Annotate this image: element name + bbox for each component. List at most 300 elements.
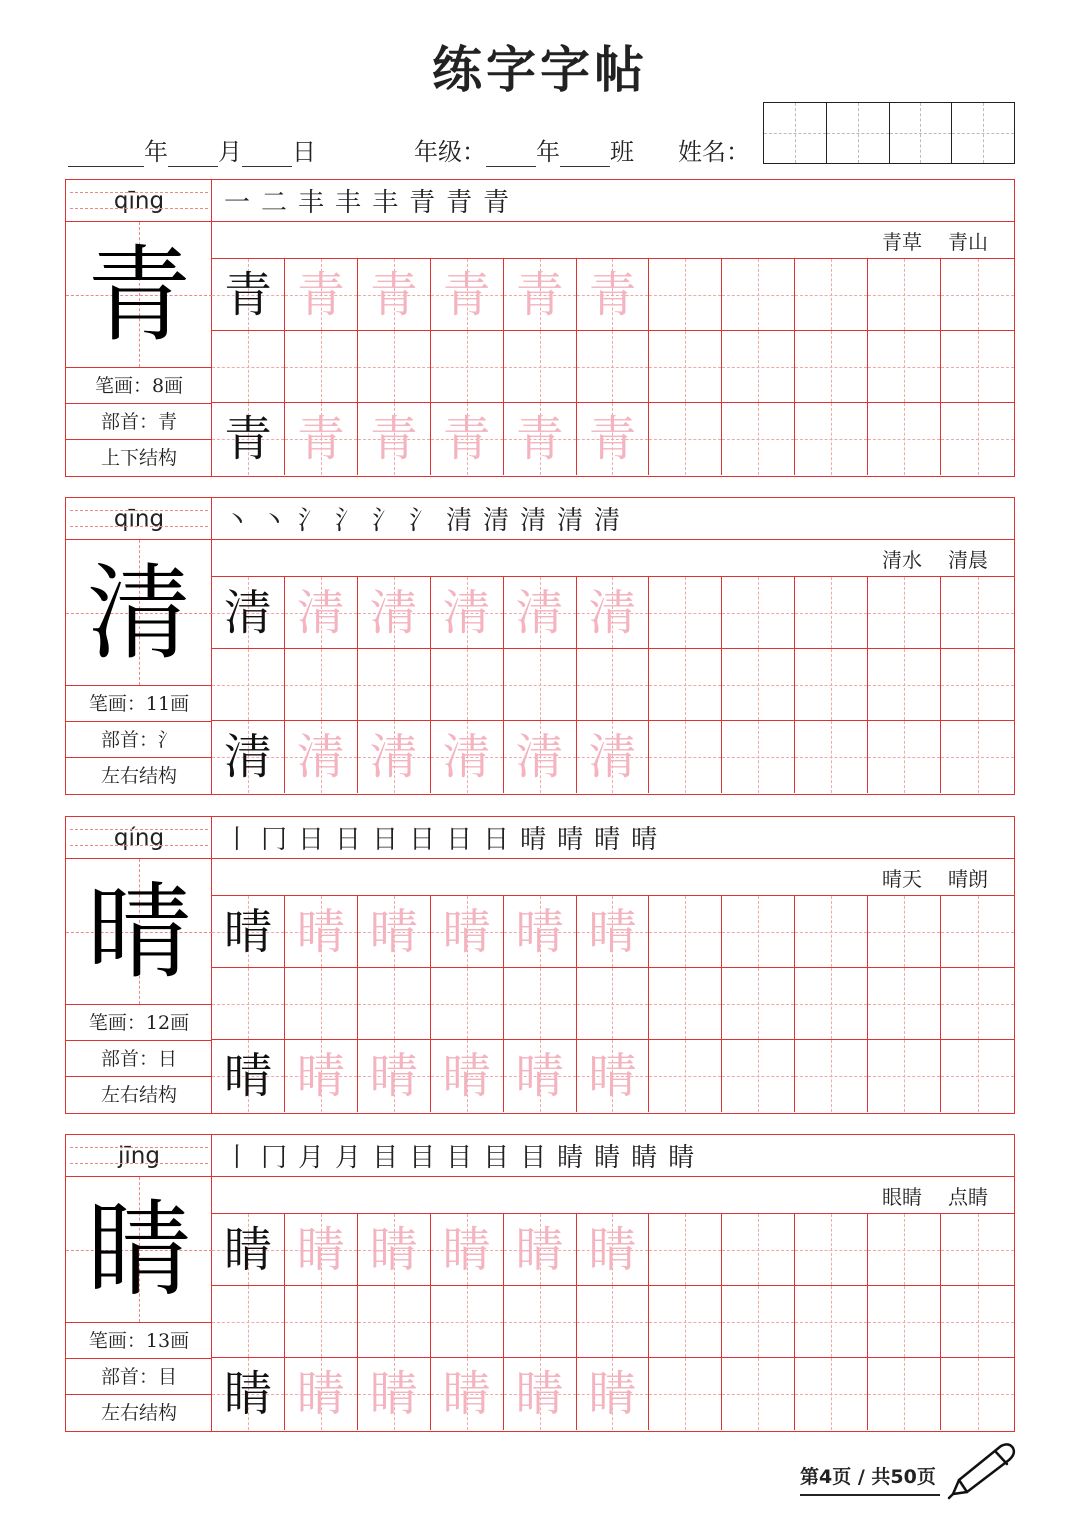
practice-cell[interactable]	[722, 1286, 795, 1358]
stroke-step: 晴	[594, 825, 621, 855]
practice-cell[interactable]	[795, 896, 868, 968]
practice-cell[interactable]	[868, 1214, 941, 1286]
trace-char: 青	[369, 411, 418, 467]
trace-char: 晴	[369, 1048, 418, 1104]
stroke-step: 目	[483, 1143, 510, 1173]
model-char: 睛	[223, 1222, 272, 1278]
stroke-step: 清	[594, 506, 621, 536]
model-character: 晴	[86, 871, 191, 993]
name-cell[interactable]	[890, 103, 953, 163]
practice-cell[interactable]	[285, 1040, 358, 1112]
practice-cell[interactable]	[577, 1040, 650, 1112]
date-fields	[68, 132, 316, 167]
practice-cell[interactable]	[722, 403, 795, 475]
practice-cell[interactable]	[358, 1214, 431, 1286]
pen-icon	[945, 1440, 1020, 1500]
practice-cell[interactable]	[212, 577, 285, 649]
character-info-panel	[66, 180, 212, 476]
practice-cell[interactable]	[795, 968, 868, 1040]
model-char: 晴	[223, 1048, 272, 1104]
character-block	[65, 179, 1015, 477]
stroke-step: 睛	[557, 1143, 584, 1173]
practice-cell[interactable]	[649, 259, 722, 331]
practice-cell[interactable]	[212, 1214, 285, 1286]
practice-grid-row	[212, 259, 1014, 331]
name-cell[interactable]	[764, 103, 827, 163]
model-character-box	[66, 540, 212, 686]
model-character: 睛	[86, 1189, 191, 1311]
example-word: 晴朗	[948, 866, 988, 891]
practice-cell[interactable]	[649, 896, 722, 968]
structure-label: 上下结构	[100, 447, 177, 469]
model-char: 青	[223, 267, 272, 323]
practice-cell[interactable]	[285, 968, 358, 1040]
practice-cell[interactable]	[358, 1040, 431, 1112]
practice-cell[interactable]	[504, 403, 577, 475]
model-char: 清	[223, 585, 272, 641]
example-word: 清水	[882, 547, 922, 572]
name-cell[interactable]	[952, 103, 1014, 163]
radical-label: 部首：氵	[66, 722, 212, 758]
practice-cell[interactable]	[212, 403, 285, 475]
trace-char: 清	[515, 585, 564, 641]
practice-cell[interactable]	[504, 968, 577, 1040]
practice-cell[interactable]	[795, 331, 868, 403]
stroke-step: 青	[446, 188, 473, 218]
practice-grid-row	[212, 896, 1014, 968]
practice-cell[interactable]	[577, 403, 650, 475]
example-words	[212, 222, 1014, 259]
character-info-panel	[66, 817, 212, 1113]
pinyin-label: jīng	[66, 1135, 212, 1177]
practice-cell[interactable]	[868, 1040, 941, 1112]
stroke-step: 青	[409, 188, 436, 218]
practice-grid-row	[212, 331, 1014, 403]
structure-label: 左右结构	[100, 765, 177, 787]
practice-cell[interactable]	[431, 1040, 504, 1112]
structure-label: 左右结构	[100, 1402, 177, 1424]
practice-cell[interactable]	[285, 259, 358, 331]
structure-label: 左右结构	[100, 1084, 177, 1106]
practice-cell[interactable]	[431, 721, 504, 793]
practice-cell[interactable]	[868, 968, 941, 1040]
character-block	[65, 1134, 1015, 1432]
practice-cell[interactable]	[285, 1214, 358, 1286]
practice-cell[interactable]	[504, 1286, 577, 1358]
model-character-box	[66, 1177, 212, 1323]
practice-cell[interactable]	[577, 259, 650, 331]
practice-cell[interactable]	[649, 968, 722, 1040]
practice-grid-row	[212, 721, 1014, 793]
stroke-step: 目	[409, 1143, 436, 1173]
practice-cell[interactable]	[577, 1286, 650, 1358]
stroke-step: 月	[335, 1143, 362, 1173]
trace-char: 睛	[369, 1222, 418, 1278]
trace-char: 晴	[515, 904, 564, 960]
practice-cell[interactable]	[358, 1286, 431, 1358]
example-word: 点睛	[948, 1184, 988, 1209]
practice-cell[interactable]	[868, 331, 941, 403]
stroke-step: 氵	[335, 506, 362, 536]
stroke-order-row	[212, 180, 1014, 222]
page-title: 练字字帖	[432, 40, 648, 99]
trace-char: 青	[515, 267, 564, 323]
practice-cell[interactable]	[504, 721, 577, 793]
pinyin-label: qīng	[66, 498, 212, 540]
character-block	[65, 816, 1015, 1114]
stroke-step: 二	[261, 188, 288, 218]
stroke-count: 笔画：8画	[66, 368, 212, 404]
radical-label: 部首：目	[66, 1359, 212, 1395]
practice-cell[interactable]	[358, 331, 431, 403]
practice-grid-row	[212, 577, 1014, 649]
practice-cell[interactable]	[795, 1214, 868, 1286]
trace-char: 青	[588, 411, 637, 467]
practice-cell[interactable]	[795, 1040, 868, 1112]
trace-char: 清	[442, 585, 491, 641]
practice-cell[interactable]	[868, 1358, 941, 1430]
grade-label: 年级：	[414, 138, 486, 166]
stroke-step: 目	[446, 1143, 473, 1173]
practice-cell[interactable]	[212, 896, 285, 968]
practice-cell[interactable]	[285, 1286, 358, 1358]
trace-char: 睛	[442, 1366, 491, 1422]
model-character: 清	[86, 552, 191, 674]
stroke-step: 青	[483, 188, 510, 218]
pinyin-label: qīng	[66, 180, 212, 222]
practice-cell[interactable]	[212, 331, 285, 403]
stroke-count: 笔画：11画	[66, 686, 212, 722]
practice-cell[interactable]	[577, 649, 650, 721]
practice-grid-row	[212, 1214, 1014, 1286]
practice-cell[interactable]	[577, 1214, 650, 1286]
practice-cell[interactable]	[649, 649, 722, 721]
practice-cell[interactable]	[285, 721, 358, 793]
practice-grid-row	[212, 649, 1014, 721]
stroke-step: 目	[520, 1143, 547, 1173]
practice-cell[interactable]	[358, 968, 431, 1040]
trace-char: 晴	[296, 904, 345, 960]
practice-cell[interactable]	[795, 1286, 868, 1358]
name-input-box[interactable]	[763, 102, 1015, 164]
trace-char: 睛	[369, 1366, 418, 1422]
grade-year-blank[interactable]	[486, 140, 536, 167]
practice-cell[interactable]	[795, 649, 868, 721]
practice-cell[interactable]	[577, 968, 650, 1040]
model-character-box	[66, 222, 212, 368]
example-word: 晴天	[882, 866, 922, 891]
trace-char: 清	[442, 729, 491, 785]
example-word: 青山	[948, 229, 988, 254]
practice-cell[interactable]	[431, 1214, 504, 1286]
practice-cell[interactable]	[722, 968, 795, 1040]
practice-cell[interactable]	[649, 1358, 722, 1430]
trace-char: 晴	[442, 904, 491, 960]
practice-cell[interactable]	[868, 403, 941, 475]
practice-cell[interactable]	[431, 403, 504, 475]
practice-cell[interactable]	[431, 259, 504, 331]
model-char: 青	[223, 411, 272, 467]
model-character-box	[66, 859, 212, 1005]
trace-char: 晴	[515, 1048, 564, 1104]
practice-cell[interactable]	[941, 1358, 1014, 1430]
practice-cell[interactable]	[431, 896, 504, 968]
practice-cell[interactable]	[358, 403, 431, 475]
practice-cell[interactable]	[212, 649, 285, 721]
practice-cell[interactable]	[358, 1358, 431, 1430]
stroke-count: 笔画：12画	[66, 1005, 212, 1041]
model-char: 清	[223, 729, 272, 785]
practice-cell[interactable]	[722, 649, 795, 721]
stroke-step: 丶	[224, 506, 251, 536]
year-blank[interactable]	[68, 140, 144, 167]
stroke-step: 氵	[372, 506, 399, 536]
practice-cell[interactable]	[504, 1214, 577, 1286]
practice-grid-row	[212, 403, 1014, 475]
trace-char: 青	[296, 411, 345, 467]
practice-cell[interactable]	[868, 259, 941, 331]
practice-cell[interactable]	[722, 896, 795, 968]
stroke-step: 晴	[631, 825, 658, 855]
practice-cell[interactable]	[212, 1286, 285, 1358]
stroke-step: 冂	[261, 825, 288, 855]
character-block	[65, 497, 1015, 795]
practice-cell[interactable]	[285, 577, 358, 649]
radical-label: 部首：日	[66, 1041, 212, 1077]
practice-cell[interactable]	[941, 968, 1014, 1040]
practice-cell[interactable]	[941, 1214, 1014, 1286]
practice-cell[interactable]	[285, 331, 358, 403]
stroke-step: 睛	[668, 1143, 695, 1173]
stroke-count: 笔画：13画	[66, 1323, 212, 1359]
trace-char: 睛	[296, 1366, 345, 1422]
stroke-step: 氵	[409, 506, 436, 536]
model-char: 睛	[223, 1366, 272, 1422]
stroke-step: 日	[298, 825, 325, 855]
practice-cell[interactable]	[941, 331, 1014, 403]
trace-char: 青	[442, 267, 491, 323]
practice-cell[interactable]	[795, 259, 868, 331]
stroke-step: 清	[520, 506, 547, 536]
practice-cell[interactable]	[868, 1286, 941, 1358]
practice-cell[interactable]	[649, 1286, 722, 1358]
practice-cell[interactable]	[212, 1358, 285, 1430]
example-words	[212, 1177, 1014, 1214]
practice-cell[interactable]	[431, 968, 504, 1040]
practice-cell[interactable]	[577, 896, 650, 968]
practice-cell[interactable]	[212, 1040, 285, 1112]
trace-char: 晴	[369, 904, 418, 960]
example-word: 眼睛	[882, 1184, 922, 1209]
stroke-step: 日	[446, 825, 473, 855]
practice-cell[interactable]	[722, 1358, 795, 1430]
practice-cell[interactable]	[577, 331, 650, 403]
trace-char: 睛	[515, 1222, 564, 1278]
practice-cell[interactable]	[285, 403, 358, 475]
practice-cell[interactable]	[868, 577, 941, 649]
practice-cell[interactable]	[504, 896, 577, 968]
stroke-step: 月	[298, 1143, 325, 1173]
practice-cell[interactable]	[212, 721, 285, 793]
stroke-step: 晴	[520, 825, 547, 855]
practice-cell[interactable]	[722, 577, 795, 649]
trace-char: 青	[515, 411, 564, 467]
practice-cell[interactable]	[722, 1040, 795, 1112]
stroke-step: 睛	[631, 1143, 658, 1173]
practice-cell[interactable]	[941, 1040, 1014, 1112]
pinyin-label: qíng	[66, 817, 212, 859]
practice-cell[interactable]	[504, 331, 577, 403]
character-info-panel	[66, 1135, 212, 1431]
stroke-step: 目	[372, 1143, 399, 1173]
model-char: 晴	[223, 904, 272, 960]
trace-char: 清	[369, 729, 418, 785]
stroke-step: 冂	[261, 1143, 288, 1173]
stroke-step: 丰	[335, 188, 362, 218]
practice-cell[interactable]	[504, 1040, 577, 1112]
practice-cell[interactable]	[941, 649, 1014, 721]
practice-cell[interactable]	[504, 577, 577, 649]
practice-cell[interactable]	[431, 649, 504, 721]
class-label: 班	[610, 138, 634, 166]
practice-cell[interactable]	[868, 896, 941, 968]
model-character: 青	[86, 234, 191, 356]
trace-char: 睛	[296, 1222, 345, 1278]
trace-char: 睛	[442, 1222, 491, 1278]
practice-cell[interactable]	[504, 259, 577, 331]
grade-year-label: 年	[536, 138, 560, 166]
character-info-panel	[66, 498, 212, 794]
stroke-order-row	[212, 498, 1014, 540]
trace-char: 清	[515, 729, 564, 785]
stroke-step: 日	[372, 825, 399, 855]
trace-char: 晴	[588, 904, 637, 960]
practice-cell[interactable]	[358, 259, 431, 331]
practice-grid-row	[212, 968, 1014, 1040]
grade-fields	[414, 132, 634, 167]
stroke-step: 丨	[224, 1143, 251, 1173]
stroke-step: 日	[335, 825, 362, 855]
practice-cell[interactable]	[649, 331, 722, 403]
practice-cell[interactable]	[431, 1358, 504, 1430]
trace-char: 青	[588, 267, 637, 323]
stroke-step: 丰	[372, 188, 399, 218]
class-blank[interactable]	[560, 140, 610, 167]
practice-cell[interactable]	[649, 577, 722, 649]
practice-cell[interactable]	[941, 259, 1014, 331]
practice-cell[interactable]	[212, 968, 285, 1040]
practice-cell[interactable]	[941, 403, 1014, 475]
practice-cell[interactable]	[577, 721, 650, 793]
stroke-step: 一	[224, 188, 251, 218]
practice-cell[interactable]	[577, 577, 650, 649]
trace-char: 青	[369, 267, 418, 323]
stroke-step: 日	[483, 825, 510, 855]
stroke-step: 日	[409, 825, 436, 855]
practice-cell[interactable]	[431, 331, 504, 403]
name-label: 姓名：	[678, 138, 750, 166]
page-indicator: 第4页 / 共50页	[800, 1462, 936, 1489]
trace-char: 睛	[588, 1366, 637, 1422]
stroke-order-row	[212, 817, 1014, 859]
practice-cell[interactable]	[941, 577, 1014, 649]
practice-grid-row	[212, 1286, 1014, 1358]
practice-cell[interactable]	[212, 259, 285, 331]
practice-cell[interactable]	[431, 1286, 504, 1358]
practice-cell[interactable]	[941, 896, 1014, 968]
stroke-step: 丰	[298, 188, 325, 218]
practice-cell[interactable]	[795, 577, 868, 649]
day-blank[interactable]	[242, 140, 292, 167]
practice-cell[interactable]	[868, 649, 941, 721]
stroke-step: 丨	[224, 825, 251, 855]
trace-char: 晴	[588, 1048, 637, 1104]
practice-cell[interactable]	[358, 721, 431, 793]
stroke-step: 丶	[261, 506, 288, 536]
stroke-step: 睛	[594, 1143, 621, 1173]
practice-cell[interactable]	[285, 1358, 358, 1430]
name-cell[interactable]	[827, 103, 890, 163]
example-word: 青草	[882, 229, 922, 254]
practice-cell[interactable]	[285, 649, 358, 721]
stroke-step: 清	[446, 506, 473, 536]
practice-grid-row	[212, 1358, 1014, 1430]
practice-cell[interactable]	[722, 1214, 795, 1286]
practice-cell[interactable]	[431, 577, 504, 649]
trace-char: 睛	[515, 1366, 564, 1422]
trace-char: 清	[588, 729, 637, 785]
practice-cell[interactable]	[868, 721, 941, 793]
month-blank[interactable]	[168, 140, 218, 167]
practice-cell[interactable]	[941, 721, 1014, 793]
stroke-step: 清	[557, 506, 584, 536]
practice-grid-row	[212, 1040, 1014, 1112]
stroke-step: 晴	[557, 825, 584, 855]
trace-char: 清	[296, 585, 345, 641]
practice-cell[interactable]	[795, 1358, 868, 1430]
trace-char: 睛	[588, 1222, 637, 1278]
practice-cell[interactable]	[795, 403, 868, 475]
year-label: 年	[144, 138, 168, 166]
practice-cell[interactable]	[941, 1286, 1014, 1358]
practice-cell[interactable]	[722, 721, 795, 793]
practice-cell[interactable]	[649, 1040, 722, 1112]
practice-cell[interactable]	[504, 649, 577, 721]
trace-char: 青	[296, 267, 345, 323]
trace-char: 清	[369, 585, 418, 641]
practice-cell[interactable]	[577, 1358, 650, 1430]
day-label: 日	[292, 138, 316, 166]
example-words	[212, 540, 1014, 577]
practice-cell[interactable]	[649, 721, 722, 793]
practice-cell[interactable]	[504, 1358, 577, 1430]
practice-cell[interactable]	[358, 577, 431, 649]
practice-cell[interactable]	[358, 896, 431, 968]
practice-cell[interactable]	[649, 403, 722, 475]
practice-cell[interactable]	[722, 331, 795, 403]
trace-char: 清	[296, 729, 345, 785]
practice-cell[interactable]	[649, 1214, 722, 1286]
practice-cell[interactable]	[285, 896, 358, 968]
trace-char: 晴	[296, 1048, 345, 1104]
month-label: 月	[218, 138, 242, 166]
stroke-step: 氵	[298, 506, 325, 536]
practice-cell[interactable]	[722, 259, 795, 331]
trace-char: 青	[442, 411, 491, 467]
practice-cell[interactable]	[358, 649, 431, 721]
trace-char: 清	[588, 585, 637, 641]
practice-cell[interactable]	[795, 721, 868, 793]
